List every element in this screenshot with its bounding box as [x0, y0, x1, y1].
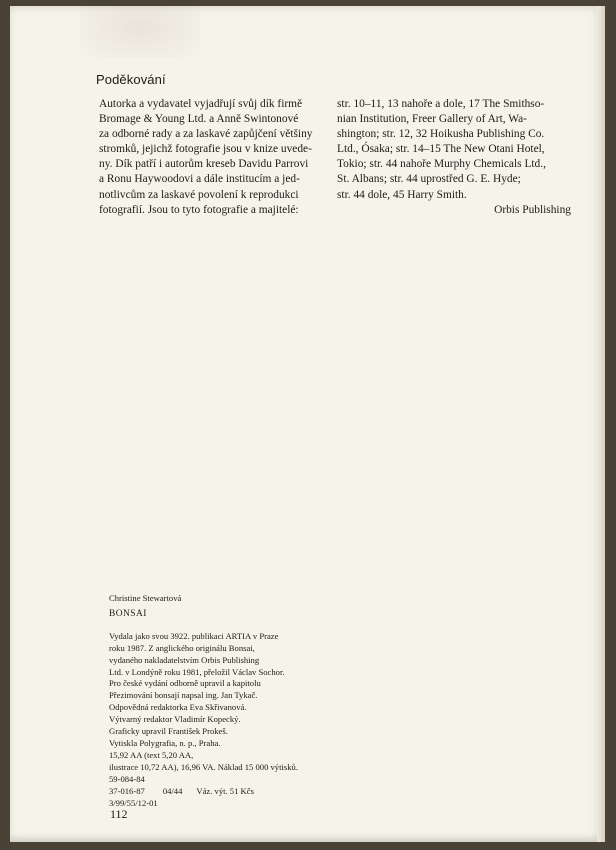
- paper-stain: [80, 6, 200, 58]
- page-edge: [597, 6, 605, 842]
- acknowledgements-right-column: [337, 97, 571, 218]
- colophon-author: Christine Stewartová: [109, 593, 182, 603]
- colophon-line: Vytiskla Polygrafia, n. p., Praha.: [109, 737, 221, 748]
- colophon-code-suffix: 04/44: [162, 785, 183, 796]
- page-number: 112: [110, 807, 128, 821]
- text-line: ny. Dík patří i autorům kreseb Davidu Parrovi: [99, 158, 309, 171]
- text-line: str. 44 dole, 45 Harry Smith.: [337, 188, 467, 201]
- text-line: notlivcům za laskavé povolení k reprodukci: [99, 188, 299, 201]
- text-line: shington; str. 12, 32 Hoikusha Publishing Co.: [337, 128, 545, 141]
- text-line: fotografií. Jsou to tyto fotografie a majitelé:: [99, 203, 299, 216]
- text-line: Bromage & Young Ltd. a Anně Swintonové: [99, 113, 299, 126]
- colophon-title: BONSAI: [109, 608, 147, 619]
- colophon-line: Pro české vydání odborně upravil a kapitolu: [109, 678, 261, 689]
- colophon-line: roku 1987. Z anglického originálu Bonsai,: [109, 642, 255, 653]
- colophon-line: Výtvarný redaktor Vladimír Kopecký.: [109, 714, 241, 725]
- publisher-signature: Orbis Publishing: [494, 203, 571, 216]
- colophon-line: 15,92 AA (text 5,20 AA,: [109, 749, 194, 760]
- colophon: [109, 593, 369, 809]
- book-page: [10, 6, 605, 842]
- text-line: str. 10–11, 13 nahoře a dole, 17 The Smithso-: [337, 98, 545, 110]
- colophon-line: Odpovědná redaktorka Eva Skřivanová.: [109, 702, 247, 713]
- colophon-line: Přezimování bonsají napsal ing. Jan Tykač.: [109, 690, 258, 701]
- colophon-line: Vydala jako svou 3922. publikaci ARTIA v Praze: [109, 630, 279, 641]
- text-line: nian Institution, Freer Gallery of Art, Wa-: [337, 113, 527, 126]
- colophon-code: 37-016-87: [109, 785, 145, 796]
- colophon-line: Ltd. v Londýně roku 1981, přeložil Václav Sochor.: [109, 666, 285, 677]
- text-line: stromků, jejichž fotografie jsou v knize uvede-: [99, 143, 312, 156]
- colophon-code-row: [109, 786, 369, 798]
- text-line: Tokio; str. 44 nahoře Murphy Chemicals Ltd.,: [337, 158, 546, 171]
- text-line: Autorka a vydavatel vyjadřují svůj dík firmě: [99, 98, 303, 110]
- acknowledgements-left-column: [99, 97, 329, 218]
- text-line: za odborné rady a za laskavé zapůjčení většiny: [99, 128, 313, 141]
- colophon-line: 59-084-84: [109, 773, 145, 784]
- text-line: Ltd., Ósaka; str. 14–15 The New Otani Hotel,: [337, 143, 545, 156]
- acknowledgements-heading: Poděkování: [96, 72, 166, 87]
- colophon-price: Váz. výt. 51 Kčs: [196, 785, 254, 796]
- colophon-line: ilustrace 10,72 AA), 16,96 VA. Náklad 15 000 výtisků.: [109, 761, 298, 772]
- text-line: St. Albans; str. 44 uprostřed G. E. Hyde;: [337, 173, 521, 186]
- colophon-line: Graficky upravil František Prokeš.: [109, 726, 228, 737]
- colophon-line: vydaného nakladatelstvím Orbis Publishing: [109, 654, 260, 665]
- colophon-line: 3/99/55/12-01: [109, 797, 158, 808]
- text-line: a Ronu Haywoodovi a dále institucím a jed-: [99, 173, 300, 186]
